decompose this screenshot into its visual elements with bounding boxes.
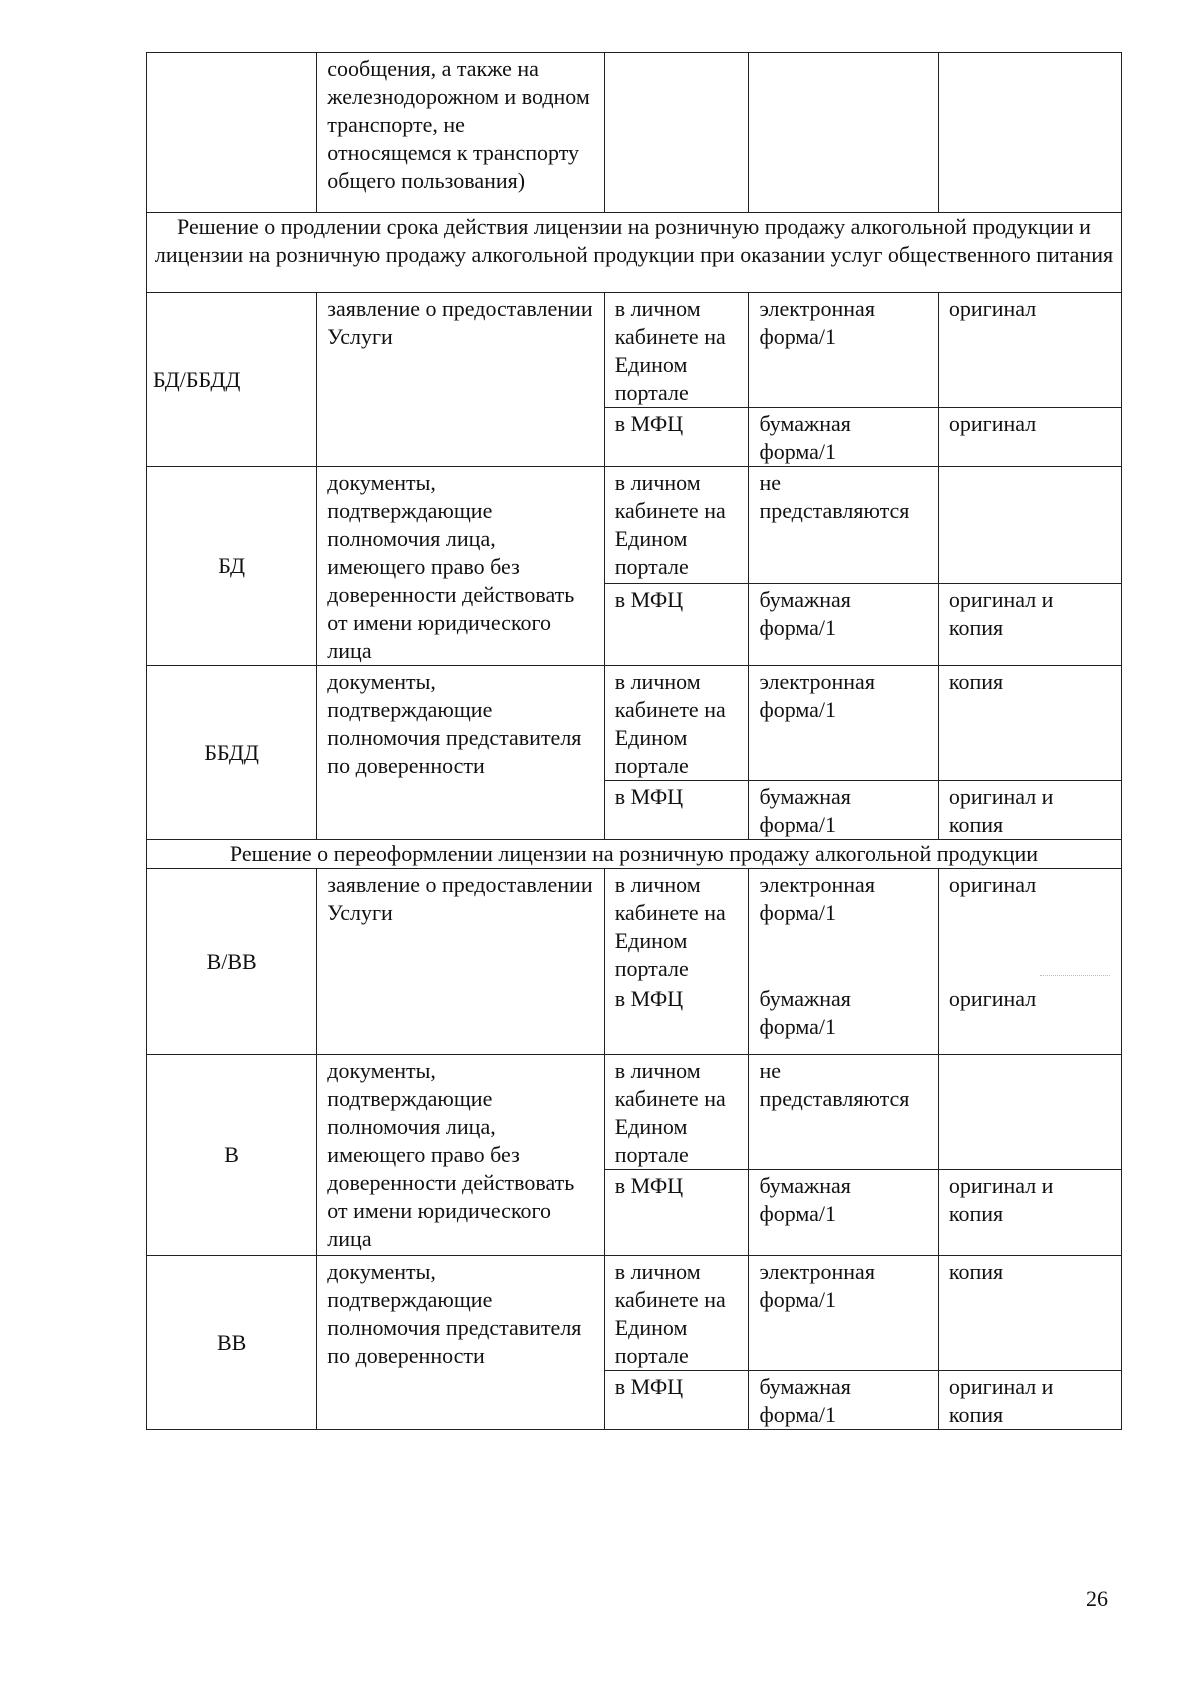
submission-form: бумажная форма/1 <box>749 1170 938 1256</box>
document-type: оригинал и копия <box>938 781 1121 840</box>
scan-artifact-line <box>1040 975 1110 976</box>
submission-form: электронная форма/1 <box>749 1256 938 1371</box>
document-type: оригинал <box>938 408 1121 467</box>
table-row <box>147 666 1122 781</box>
table-row <box>147 293 1122 408</box>
document-type: оригинал <box>948 986 1037 1011</box>
documents-table <box>146 52 1122 1430</box>
submission-place: в личном кабинете на Едином портале <box>604 293 749 408</box>
document-cell: сообщения, а также на железнодорожном и водном транспорте, не относящемся к транспорту общего пользования) <box>317 53 604 213</box>
submission-place: в МФЦ <box>604 584 749 666</box>
category-code: В <box>147 1055 317 1256</box>
category-code: ВВ <box>147 1256 317 1430</box>
document-types <box>938 869 1121 1055</box>
empty-cell <box>147 53 317 213</box>
submission-place: в МФЦ <box>614 986 684 1011</box>
submission-place: в МФЦ <box>604 1170 749 1256</box>
category-code: БД <box>147 467 317 666</box>
document-name: документы, подтверждающие полномочия лица, имеющего право без доверенности действовать от имени юридического лица <box>317 1055 604 1256</box>
document-name: заявление о предоставлении Услуги <box>317 869 604 1055</box>
document-name: документы, подтверждающие полномочия представителя по доверенности <box>317 666 604 840</box>
document-type <box>938 1055 1121 1170</box>
section-row <box>147 213 1122 293</box>
submission-form: бумажная форма/1 <box>749 781 938 840</box>
section-title: Решение о переоформлении лицензии на розничную продажу алкогольной продукции <box>147 840 1122 869</box>
table-row <box>147 467 1122 584</box>
empty-cell <box>938 53 1121 213</box>
section-title: Решение о продлении срока действия лицензии на розничную продажу алкогольной продукции и лицензии на розничную продажу алкогольной продукции при оказании услуг общественного питания <box>147 213 1122 293</box>
submission-form: бумажная форма/1 <box>749 408 938 467</box>
empty-cell <box>604 53 749 213</box>
submission-form: не представляются <box>749 467 938 584</box>
section-row <box>147 840 1122 869</box>
empty-cell <box>749 53 938 213</box>
table-row <box>147 869 1122 1055</box>
document-type: оригинал и копия <box>938 1371 1121 1430</box>
submission-form: электронная форма/1 <box>749 293 938 408</box>
document-type: оригинал и копия <box>938 584 1121 666</box>
category-code: В/ВВ <box>147 869 317 1055</box>
table-row <box>147 1256 1122 1371</box>
submission-place: в личном кабинете на Едином портале <box>604 1256 749 1371</box>
submission-place: в МФЦ <box>604 781 749 840</box>
document-type: копия <box>938 666 1121 781</box>
page-number: 26 <box>1086 1586 1108 1611</box>
submission-forms <box>749 869 938 1055</box>
submission-place: в личном кабинете на Едином портале <box>604 467 749 584</box>
document-type <box>938 467 1121 584</box>
submission-form: бумажная форма/1 <box>749 1371 938 1430</box>
document-type: оригинал и копия <box>938 1170 1121 1256</box>
submission-form: электронная форма/1 <box>759 872 875 925</box>
submission-place: в МФЦ <box>604 408 749 467</box>
category-code: ББДД <box>147 666 317 840</box>
submission-places <box>604 869 749 1055</box>
table-row <box>147 1055 1122 1170</box>
submission-form: бумажная форма/1 <box>749 584 938 666</box>
document-type: копия <box>938 1256 1121 1371</box>
submission-form: бумажная форма/1 <box>759 986 851 1039</box>
document-name: документы, подтверждающие полномочия лица, имеющего право без доверенности действовать от имени юридического лица <box>317 467 604 666</box>
document-type: оригинал <box>938 293 1121 408</box>
category-code: БД/ББДД <box>147 293 317 467</box>
table-row <box>147 53 1122 213</box>
submission-place: в личном кабинете на Едином портале <box>614 872 726 981</box>
document-type: оригинал <box>948 872 1037 897</box>
submission-place: в личном кабинете на Едином портале <box>604 666 749 781</box>
submission-place: в личном кабинете на Едином портале <box>604 1055 749 1170</box>
submission-place: в МФЦ <box>604 1371 749 1430</box>
document-name: заявление о предоставлении Услуги <box>317 293 604 467</box>
submission-form: электронная форма/1 <box>749 666 938 781</box>
document-name: документы, подтверждающие полномочия представителя по доверенности <box>317 1256 604 1430</box>
submission-form: не представляются <box>749 1055 938 1170</box>
